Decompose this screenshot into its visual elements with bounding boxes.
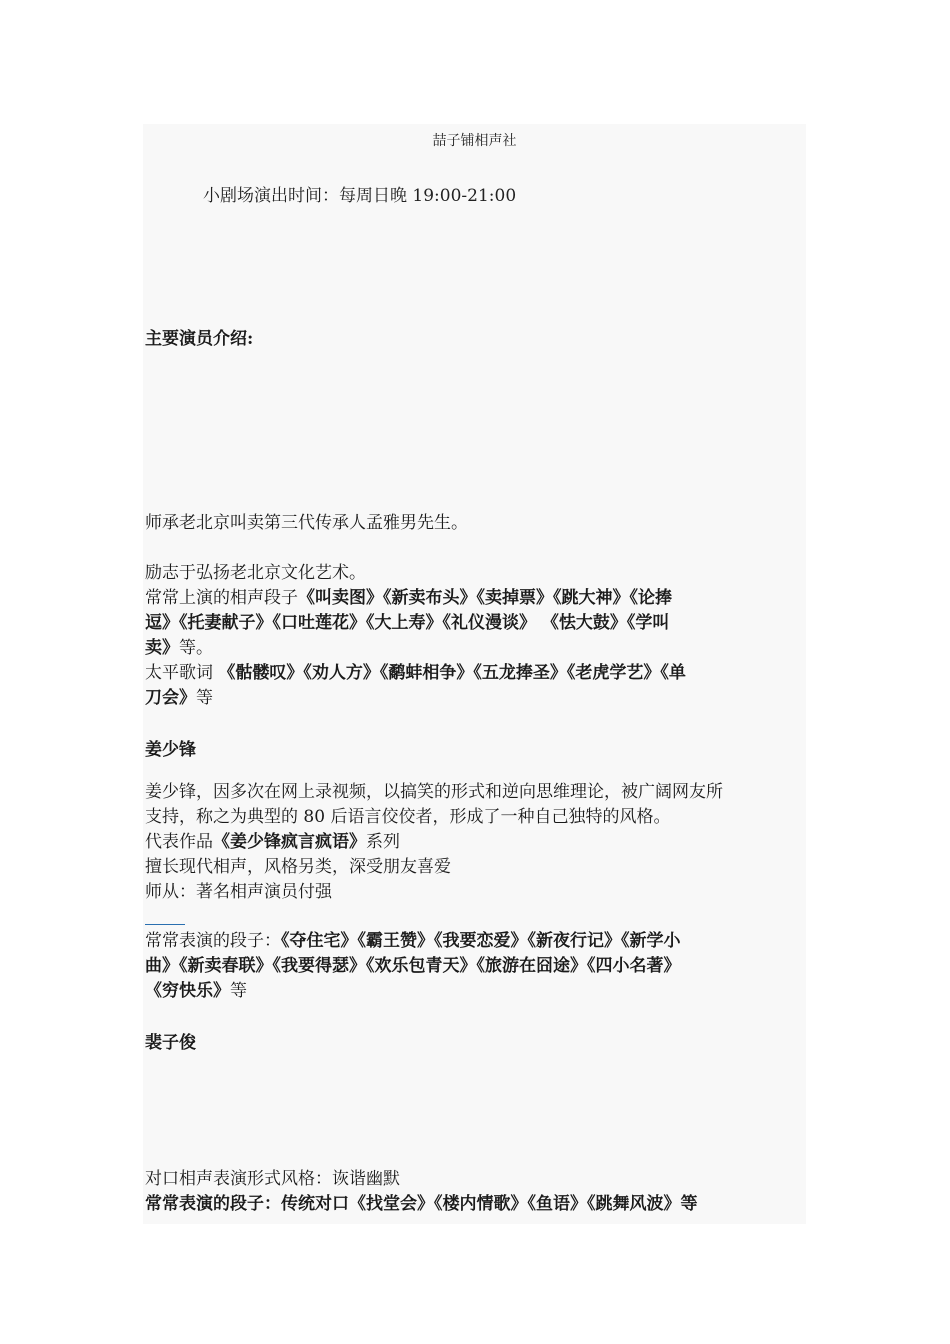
jiang-pieces-suffix: 等	[230, 981, 247, 1001]
page-header: 喆子铺相声社	[432, 133, 517, 149]
pieces-list-3: 卖》	[145, 638, 179, 658]
jiang-pieces-line-2	[145, 954, 807, 979]
jiang-works-prefix: 代表作品	[145, 832, 213, 852]
pieces-list-1: 《叫卖图》《新卖布头》《卖掉票》《跳大神》《论捧	[298, 588, 672, 608]
jiang-works-line	[145, 830, 807, 855]
pieces-line-1	[145, 586, 807, 611]
actors-heading: 主要演员介绍:	[145, 329, 254, 349]
pieces-list-2: 逗》《托妻献子》《口吐莲花》《大上寿》《礼仪漫谈》 《怯大鼓》《学叫	[145, 613, 670, 633]
taiping-list-1: 《骷髅叹》《劝人方》《鹬蚌相争》《五龙捧圣》《老虎学艺》《单	[218, 663, 686, 683]
jiang-teacher-line: 师从：著名相声演员付强	[145, 882, 332, 902]
pieces-suffix: 等。	[179, 638, 213, 658]
jiang-pieces-line-1	[145, 929, 807, 954]
taiping-line-1	[145, 661, 807, 686]
teacher-line: 师承老北京叫卖第三代传承人孟雅男先生。	[145, 513, 468, 533]
divider-line	[145, 924, 185, 925]
aspiration-line: 励志于弘扬老北京文化艺术。	[145, 563, 366, 583]
document-body	[143, 124, 806, 1224]
jiang-bio-line-1: 姜少锋，因多次在网上录视频，以搞笑的形式和逆向思维理论，被广阔网友所	[145, 782, 723, 802]
jiang-pieces-list-2: 曲》《新卖春联》《我要得瑟》《欢乐包青天》《旅游在囧途》《四小名著》	[145, 956, 681, 976]
taiping-prefix: 太平歌词	[145, 663, 219, 683]
taiping-line-2	[145, 686, 807, 711]
pei-style-line: 对口相声表演形式风格：诙谐幽默	[145, 1169, 400, 1189]
taiping-list-2: 刀会》	[145, 688, 196, 708]
show-time-text: 小剧场演出时间：每周日晚 19:00-21:00	[203, 186, 517, 206]
jiang-pieces-list-3: 《穷快乐》	[145, 981, 230, 1001]
taiping-suffix: 等	[196, 688, 213, 708]
actor-name-pei: 裴子俊	[145, 1033, 196, 1053]
jiang-bio-line-2: 支持，称之为典型的 80 后语言佼佼者，形成了一种自己独特的风格。	[145, 807, 671, 827]
pei-pieces-line: 常常表演的段子：传统对口《找堂会》《楼内情歌》《鱼语》《跳舞风波》等	[145, 1194, 698, 1214]
actor-name-jiang: 姜少锋	[145, 740, 196, 760]
jiang-pieces-prefix: 常常表演的段子：	[145, 931, 281, 951]
pieces-line-2	[145, 611, 807, 636]
jiang-pieces-list-1: 《夺住宅》《霸王赞》《我要恋爱》《新夜行记》《新学小	[281, 931, 681, 951]
pieces-prefix: 常常上演的相声段子	[145, 588, 298, 608]
jiang-style-line: 擅长现代相声，风格另类，深受朋友喜爱	[145, 857, 451, 877]
pieces-line-3	[145, 636, 807, 661]
jiang-works-title: 《姜少锋疯言疯语》	[213, 832, 366, 852]
jiang-pieces-line-3	[145, 979, 807, 1004]
jiang-works-suffix: 系列	[366, 832, 400, 852]
